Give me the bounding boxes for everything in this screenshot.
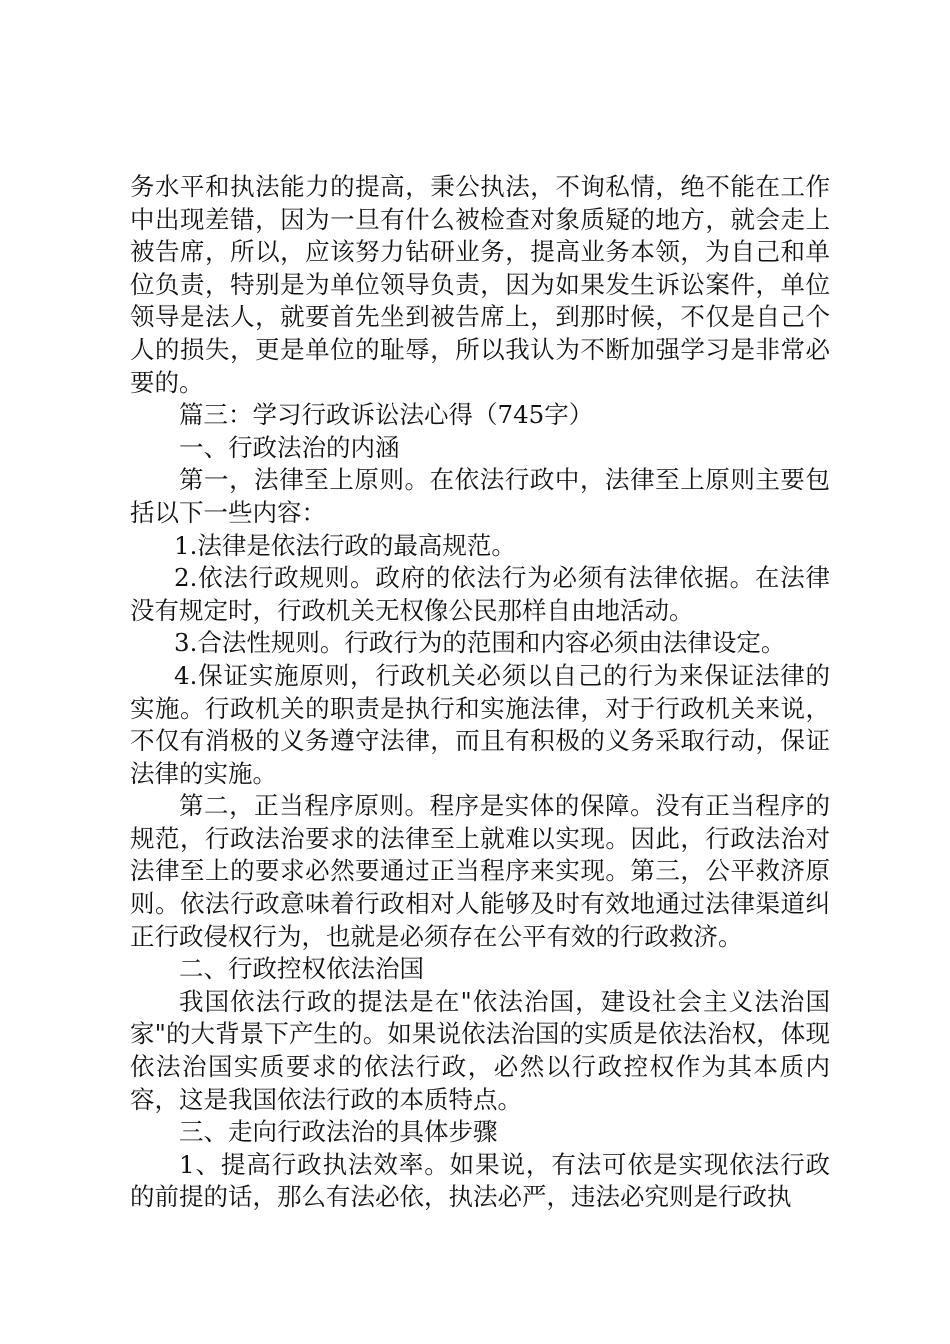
list-item-3: 3.合法性规则。行政行为的范围和内容必须由法律设定。 — [174, 628, 786, 658]
paragraph-rule-by-law: 我国依法行政的提法是在"依法治国，建设社会主义法治国家"的大背景下产生的。如果说依法治国的实质是依法治权，体现依法治国实质要求的依法行政，必然以行政控权作为其本质内容，这是我国依法行政的本质特点。 — [130, 986, 830, 1114]
list-item-1: 1.法律是依法行政的最高规范。 — [174, 530, 516, 560]
heading-rule-of-law-connotation: 一、行政法治的内涵 — [179, 432, 400, 462]
paragraph-continuation: 务水平和执法能力的提高，秉公执法，不询私情，绝不能在工作中出现差错，因为一旦有什么被检查对象质疑的地方，就会走上被告席，所以，应该努力钻研业务，提高业务本领，为自己和单位负责，特别是为单位领导负责，因为如果发生诉讼案件，单位领导是法人，就要首先坐到被告席上，到那时候，不仅是自己个人的损失，更是单位的耻辱，所以我认为不断加强学习是非常必要的。 — [130, 172, 830, 397]
heading-concrete-steps: 三、走向行政法治的具体步骤 — [179, 1117, 498, 1147]
paragraph-due-process: 第二，正当程序原则。程序是实体的保障。没有正当程序的规范，行政法治要求的法律至上就难以实现。因此，行政法治对法律至上的要求必然要通过正当程序来实现。第三，公平救济原则。依法行政意味着行政相对人能够及时有效地通过法律渠道纠正行政侵权行为，也就是必须存在公平有效的行政救济。 — [130, 791, 830, 951]
paragraph-efficiency: 1、提高行政执法效率。如果说，有法可依是实现依法行政的前提的话，那么有法必依，执法必严，违法必究则是行政执 — [130, 1149, 830, 1212]
heading-administrative-control: 二、行政控权依法治国 — [179, 954, 424, 984]
section-title-part-three: 篇三：学习行政诉讼法心得（745字） — [179, 400, 594, 430]
document-page — [130, 171, 830, 1214]
list-item-4: 4.保证实施原则，行政机关必须以自己的行为来保证法律的实施。行政机关的职责是执行和实施法律，对于行政机关来说，不仅有消极的义务遵守法律，而且有积极的义务采取行动，保证法律的实施。 — [130, 660, 830, 788]
paragraph-supremacy-of-law: 第一，法律至上原则。在依法行政中，法律至上原则主要包括以下一些内容： — [130, 465, 830, 527]
list-item-2: 2.依法行政规则。政府的依法行为必须有法律依据。在法律没有规定时，行政机关无权像公民那样自由地活动。 — [130, 563, 830, 625]
